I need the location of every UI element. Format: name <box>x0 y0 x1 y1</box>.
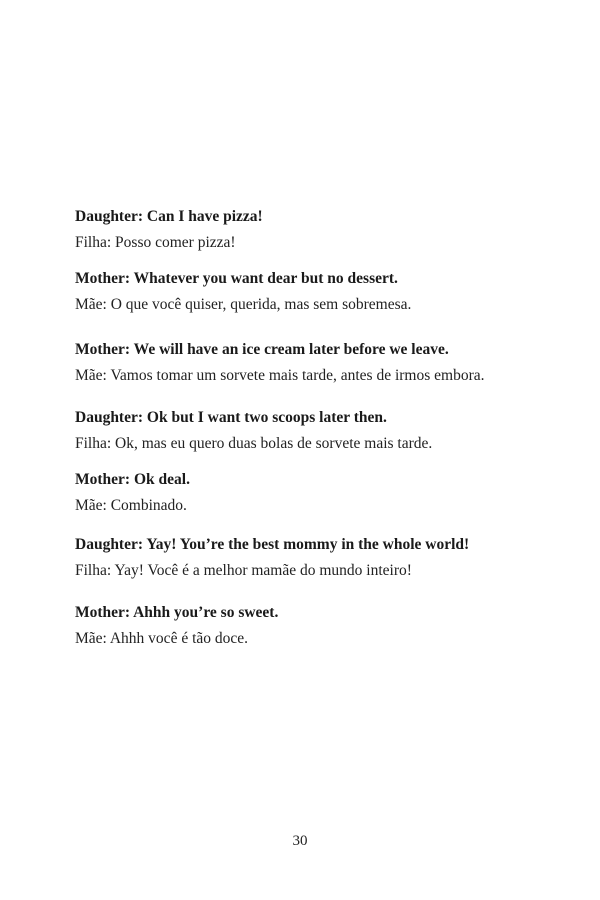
english-line: Mother: Ahhh you’re so sweet. <box>75 604 279 621</box>
dialogue-entry <box>75 604 575 648</box>
english-line: Daughter: Yay! You’re the best mommy in the whole world! <box>75 536 470 553</box>
english-line: Daughter: Can I have pizza! <box>75 208 263 225</box>
dialogue-entry <box>75 536 575 580</box>
dialogue-entry <box>75 270 575 314</box>
portuguese-line: Mãe: Combinado. <box>75 497 187 514</box>
portuguese-line: Mãe: Vamos tomar um sorvete mais tarde, antes de irmos embora. <box>75 367 485 384</box>
english-line: Mother: Whatever you want dear but no dessert. <box>75 270 398 287</box>
dialogue-entry <box>75 208 575 252</box>
portuguese-line: Mãe: Ahhh você é tão doce. <box>75 630 249 647</box>
portuguese-line: Mãe: O que você quiser, querida, mas sem sobremesa. <box>75 296 412 313</box>
dialogue-entry <box>75 409 575 453</box>
page-number: 30 <box>292 833 308 849</box>
english-line: Mother: We will have an ice cream later before we leave. <box>75 341 449 358</box>
english-line: Daughter: Ok but I want two scoops later then. <box>75 409 387 426</box>
portuguese-line: Filha: Posso comer pizza! <box>75 234 236 251</box>
dialogue-entry <box>75 471 575 515</box>
portuguese-line: Filha: Yay! Você é a melhor mamãe do mundo inteiro! <box>75 562 412 579</box>
english-line: Mother: Ok deal. <box>75 471 190 488</box>
dialogue-entry <box>75 341 575 385</box>
portuguese-line: Filha: Ok, mas eu quero duas bolas de sorvete mais tarde. <box>75 435 433 452</box>
